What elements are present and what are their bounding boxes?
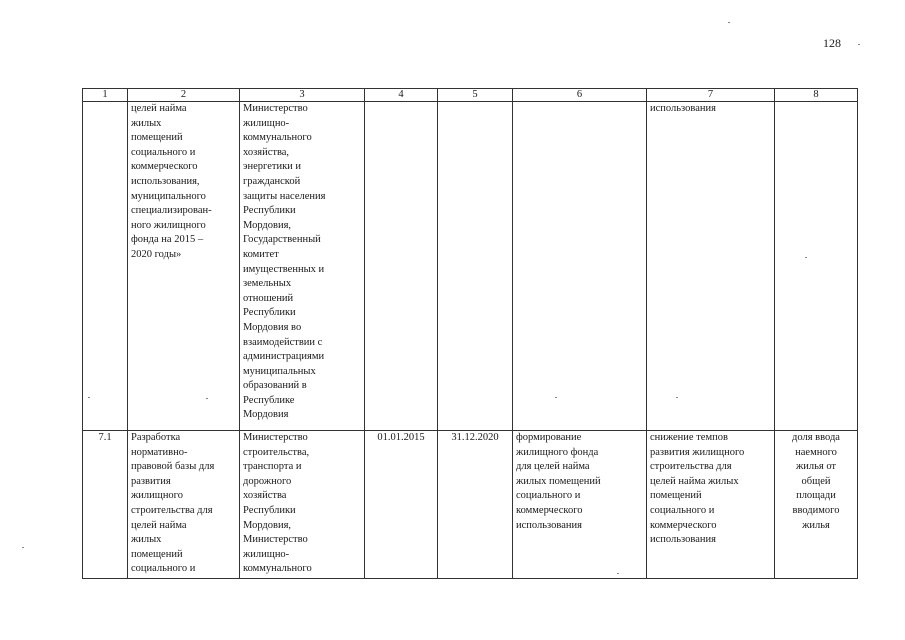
cell-executor: Министерство строительства, транспорта и дорожного хозяйства Республики Мордовия, Министерство жилищно- коммунального: [240, 431, 365, 579]
cell-start-date: 01.01.2015: [365, 431, 438, 579]
header-cell: 1: [83, 89, 128, 102]
cell-number: [83, 102, 128, 431]
cell-number: 7.1: [83, 431, 128, 579]
cell-consequences: использования: [647, 102, 775, 431]
cell-measure: Разработка нормативно- правовой базы для развития жилищного строительства для целей найма жилых помещений социального и: [128, 431, 240, 579]
cell-executor: Министерство жилищно- коммунального хозяйства, энергетики и гражданской защиты населения Республики Мордовия, Государственный комитет имущественных и земельных отношений Республики Мордовия во взаимодействии с администрациями муниципальных образований в Республике Мордовия: [240, 102, 365, 431]
table-row: [83, 102, 858, 431]
cell-expected-result: формирование жилищного фонда для целей найма жилых помещений социального и коммерческого использования: [513, 431, 647, 579]
cell-indicator: доля ввода наемного жилья от общей площади вводимого жилья: [775, 431, 858, 579]
table-row: [83, 431, 858, 579]
header-cell: 2: [128, 89, 240, 102]
page-number: 128: [823, 36, 841, 50]
cell-expected-result: [513, 102, 647, 431]
header-cell: 3: [240, 89, 365, 102]
table-header-row: [83, 89, 858, 102]
cell-start-date: [365, 102, 438, 431]
scan-speck: [22, 547, 24, 548]
header-cell: 6: [513, 89, 647, 102]
cell-measure: целей найма жилых помещений социального и коммерческого использования, муниципального специализирован- ного жилищного фонда на 2015 – 2020 годы»: [128, 102, 240, 431]
cell-end-date: 31.12.2020: [438, 431, 513, 579]
header-cell: 8: [775, 89, 858, 102]
scan-speck: [858, 44, 860, 45]
data-table: [82, 88, 858, 579]
cell-end-date: [438, 102, 513, 431]
header-cell: 7: [647, 89, 775, 102]
cell-indicator: [775, 102, 858, 431]
cell-consequences: снижение темпов развития жилищного строительства для целей найма жилых помещений социального и коммерческого использования: [647, 431, 775, 579]
header-cell: 5: [438, 89, 513, 102]
scan-speck: [728, 22, 730, 23]
header-cell: 4: [365, 89, 438, 102]
